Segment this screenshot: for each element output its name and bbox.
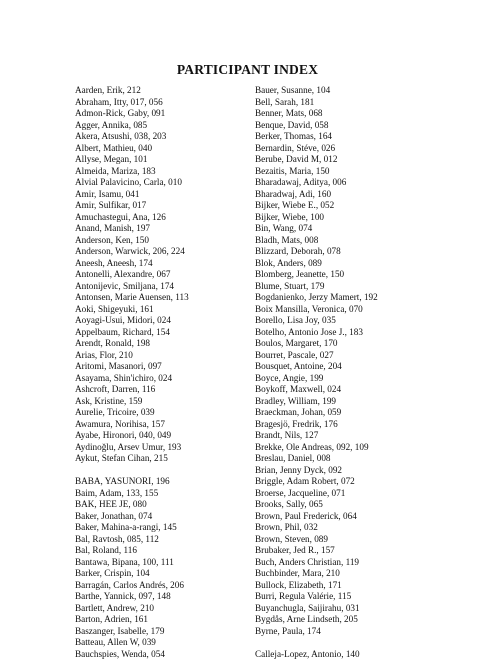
index-entry: Benque, David, 058 [255,120,378,132]
index-entry: Aarden, Erik, 212 [75,85,189,97]
index-entry: Brown, Steven, 089 [255,534,378,546]
index-entry: Botelho, Antonio Jose J., 183 [255,327,378,339]
index-entry: Aydinoğlu, Arsev Umur, 193 [75,442,189,454]
index-entry: Bell, Sarah, 181 [255,97,378,109]
index-entry: Appelbaum, Richard, 154 [75,327,189,339]
index-entry: Boulos, Margaret, 170 [255,338,378,350]
index-entry: Awamura, Norihisa, 157 [75,419,189,431]
index-entry: Buch, Anders Christian, 119 [255,557,378,569]
index-entry: Bantawa, Bipana, 100, 111 [75,557,189,569]
index-entry: Braeckman, Johan, 059 [255,407,378,419]
index-entry: Barker, Crispin, 104 [75,568,189,580]
index-entry: Barragán, Carlos Andrés, 206 [75,580,189,592]
index-entry: Allyse, Megan, 101 [75,154,189,166]
index-entry: Boix Mansilla, Veronica, 070 [255,304,378,316]
index-entry: Anderson, Warwick, 206, 224 [75,246,189,258]
index-entry: Anderson, Ken, 150 [75,235,189,247]
index-entry: Briggle, Adam Robert, 072 [255,476,378,488]
index-entry: Anand, Manish, 197 [75,223,189,235]
index-entry: Agger, Annika, 085 [75,120,189,132]
index-entry: BAK, HEE JE, 080 [75,499,189,511]
index-entry: Admon-Rick, Gaby, 091 [75,108,189,120]
index-entry: Bourret, Pascale, 027 [255,350,378,362]
index-entry: Abraham, Itty, 017, 056 [75,97,189,109]
index-entry: Aoyagi-Usui, Midori, 024 [75,315,189,327]
index-entry: Byrne, Paula, 174 [255,626,378,638]
index-entry: Brandt, Nils, 127 [255,430,378,442]
index-entry: Bullock, Elizabeth, 171 [255,580,378,592]
index-entry: Bharadawaj, Aditya, 006 [255,177,378,189]
index-entry: Baszanger, Isabelle, 179 [75,626,189,638]
index-entry: Buchbinder, Mara, 210 [255,568,378,580]
index-entry: Akera, Atsushi, 038, 203 [75,131,189,143]
index-entry: Amir, Isamu, 041 [75,189,189,201]
index-entry: Borello, Lisa Joy, 035 [255,315,378,327]
index-entry: Asayama, Shin'ichiro, 024 [75,373,189,385]
index-entry: Aneesh, Aneesh, 174 [75,258,189,270]
index-entry: Berube, David M, 012 [255,154,378,166]
index-entry: Buyanchugla, Saijirahu, 031 [255,603,378,615]
index-column-left [75,85,189,660]
index-entry: Aoki, Shigeyuki, 161 [75,304,189,316]
index-entry: Antonsen, Marie Auensen, 113 [75,292,189,304]
index-entry: Calleja-Lopez, Antonio, 140 [255,649,378,660]
index-entry: Amuchastegui, Ana, 126 [75,212,189,224]
index-entry: Bharadwaj, Adi, 160 [255,189,378,201]
section-gap [255,637,378,649]
index-entry: Arendt, Ronald, 198 [75,338,189,350]
index-entry: Barthe, Yannick, 097, 148 [75,591,189,603]
index-entry: Blizzard, Deborah, 078 [255,246,378,258]
index-entry: Antonijevic, Smiljana, 174 [75,281,189,293]
index-entry: Bogdanienko, Jerzy Mamert, 192 [255,292,378,304]
index-entry: Bin, Wang, 074 [255,223,378,235]
index-entry: Benner, Mats, 068 [255,108,378,120]
index-entry: Baker, Jonathan, 074 [75,511,189,523]
index-entry: Aurelie, Tricoire, 039 [75,407,189,419]
index-entry: Blomberg, Jeanette, 150 [255,269,378,281]
index-entry: Burri, Regula Valérie, 115 [255,591,378,603]
index-entry: Brian, Jenny Dyck, 092 [255,465,378,477]
page-title: PARTICIPANT INDEX [0,62,495,78]
index-entry: Bousquet, Antoine, 204 [255,361,378,373]
index-entry: Alvial Palavicino, Carla, 010 [75,177,189,189]
index-entry: Bal, Roland, 116 [75,545,189,557]
index-entry: Arias, Flor, 210 [75,350,189,362]
index-entry: Bauchspies, Wenda, 054 [75,649,189,660]
index-entry: Aritomi, Masanori, 097 [75,361,189,373]
index-entry: Batteau, Allen W, 039 [75,637,189,649]
index-entry: Baim, Adam, 133, 155 [75,488,189,500]
index-entry: Berker, Thomas, 164 [255,131,378,143]
index-entry: Bladh, Mats, 008 [255,235,378,247]
index-entry: Bartlett, Andrew, 210 [75,603,189,615]
index-entry: Almeida, Mariza, 183 [75,166,189,178]
index-entry: Antonelli, Alexandre, 067 [75,269,189,281]
index-entry: Brekke, Ole Andreas, 092, 109 [255,442,378,454]
index-entry: Bernardin, Stéve, 026 [255,143,378,155]
index-entry: Blok, Anders, 089 [255,258,378,270]
index-entry: Amir, Sulfikar, 017 [75,200,189,212]
index-entry: Bal, Ravtosh, 085, 112 [75,534,189,546]
index-entry: Bijker, Wiebe E., 052 [255,200,378,212]
index-entry: Baker, Mahina-a-rangi, 145 [75,522,189,534]
index-entry: Brooks, Sally, 065 [255,499,378,511]
index-entry: Bezaitis, Maria, 150 [255,166,378,178]
index-entry: Boyce, Angie, 199 [255,373,378,385]
index-entry: Brubaker, Jed R., 157 [255,545,378,557]
index-entry: Bradley, William, 199 [255,396,378,408]
index-entry: Ashcroft, Darren, 116 [75,384,189,396]
index-entry: Albert, Mathieu, 040 [75,143,189,155]
index-entry: Bygdås, Arne Lindseth, 205 [255,614,378,626]
index-entry: Ask, Kristine, 159 [75,396,189,408]
index-entry: Bijker, Wiebe, 100 [255,212,378,224]
index-entry: Breslau, Daniel, 008 [255,453,378,465]
index-entry: Bragesjö, Fredrik, 176 [255,419,378,431]
index-entry: Ayabe, Hironori, 040, 049 [75,430,189,442]
index-entry: Bauer, Susanne, 104 [255,85,378,97]
index-entry: Barton, Adrien, 161 [75,614,189,626]
index-entry: Aykut, Stefan Cihan, 215 [75,453,189,465]
index-entry: Brown, Paul Frederick, 064 [255,511,378,523]
index-entry: BABA, YASUNORI, 196 [75,476,189,488]
index-entry: Blume, Stuart, 179 [255,281,378,293]
index-column-right [255,85,378,660]
section-gap [75,465,189,477]
index-entry: Brown, Phil, 032 [255,522,378,534]
index-entry: Broerse, Jacqueline, 071 [255,488,378,500]
index-entry: Boykoff, Maxwell, 024 [255,384,378,396]
